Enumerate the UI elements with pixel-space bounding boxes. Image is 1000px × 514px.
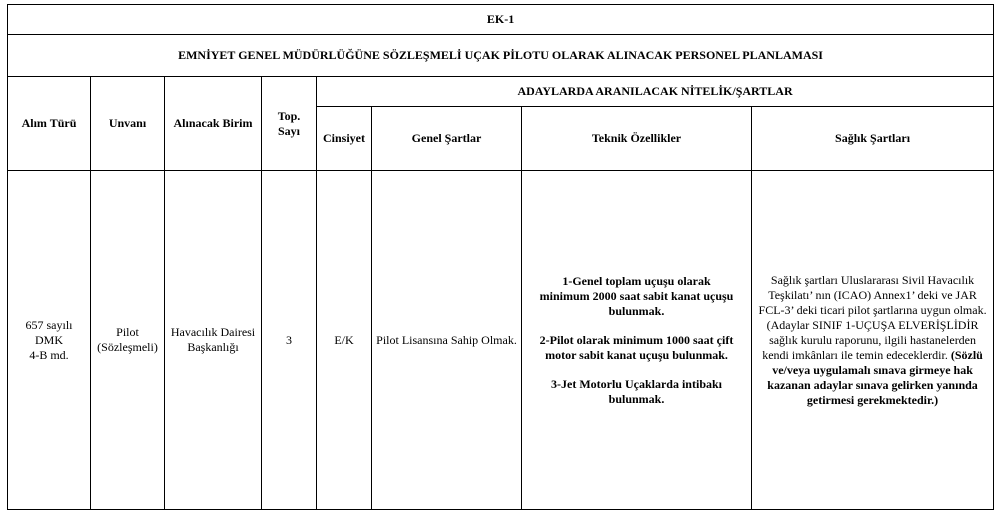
birim-line1: Havacılık Dairesi	[170, 325, 256, 340]
header-teknik-ozellikler: Teknik Özellikler	[522, 107, 752, 171]
saglik-text-1: Sağlık şartları Uluslararası Sivil Havacılık Teşkilatı’ nın (ICAO) Annex1’ deki ve JAR FCL-3’ deki ticari pilot şartlarına uygun olmak.	[758, 272, 987, 317]
cell-unvani	[91, 171, 165, 510]
cell-teknik-ozellikler	[522, 171, 752, 510]
unvani-line2: (Sözleşmeli)	[97, 340, 158, 355]
saglik-text-bold: (Sözlü ve/veya uygulamalı sınava girmeye hak kazanan adaylar sınava gelirken yanında getirmesi gerekmektedir.)	[767, 347, 983, 407]
header-alinacak-birim: Alınacak Birim	[165, 77, 262, 171]
alim-turu-line3: 4-B md.	[29, 347, 69, 362]
cell-alinacak-birim	[165, 171, 262, 510]
header-top-sayi	[262, 77, 317, 171]
teknik-item-2: 2-Pilot olarak minimum 1000 saat çift motor sabit kanat uçuşu bulunmak.	[539, 332, 734, 362]
cell-cinsiyet: E/K	[317, 171, 372, 510]
cell-alim-turu	[8, 171, 91, 510]
teknik-item-1: 1-Genel toplam uçuşu olarak minimum 2000 saat sabit kanat uçuşu bulunmak.	[539, 273, 734, 318]
group-header-nitelik-sartlar: ADAYLARDA ARANILACAK NİTELİK/ŞARTLAR	[317, 77, 994, 107]
alim-turu-line1: 657 sayılı	[25, 317, 73, 332]
cell-sayi: 3	[262, 171, 317, 510]
teknik-item-3: 3-Jet Motorlu Uçaklarda intibakı bulunmak.	[551, 376, 722, 406]
cell-saglik-sartlari	[752, 171, 994, 510]
header-saglik-sartlari: Sağlık Şartları	[752, 107, 994, 171]
header-genel-sartlar: Genel Şartlar	[372, 107, 522, 171]
saglik-text-2: (Adaylar SINIF 1-UÇUŞA ELVERİŞLİDİR sağlık kurulu raporunu, ilgili hastanelerden kendi imkânları ile temin edeceklerdir.	[762, 317, 979, 362]
alim-turu-line2: DMK	[34, 332, 63, 347]
personnel-planning-table	[7, 4, 994, 510]
header-unvani: Unvanı	[91, 77, 165, 171]
header-top-sayi-line2: Sayı	[277, 123, 300, 138]
header-alim-turu: Alım Türü	[8, 77, 91, 171]
annex-label: EK-1	[8, 5, 994, 35]
cell-genel-sartlar: Pilot Lisansına Sahip Olmak.	[372, 171, 522, 510]
document-title: EMNİYET GENEL MÜDÜRLÜĞÜNE SÖZLEŞMELİ UÇAK PİLOTU OLARAK ALINACAK PERSONEL PLANLAMASI	[8, 35, 994, 77]
table-row	[8, 171, 994, 510]
birim-line2: Başkanlığı	[187, 340, 239, 355]
header-cinsiyet: Cinsiyet	[317, 107, 372, 171]
unvani-line1: Pilot	[116, 325, 139, 340]
header-top-sayi-line1: Top.	[277, 108, 301, 123]
